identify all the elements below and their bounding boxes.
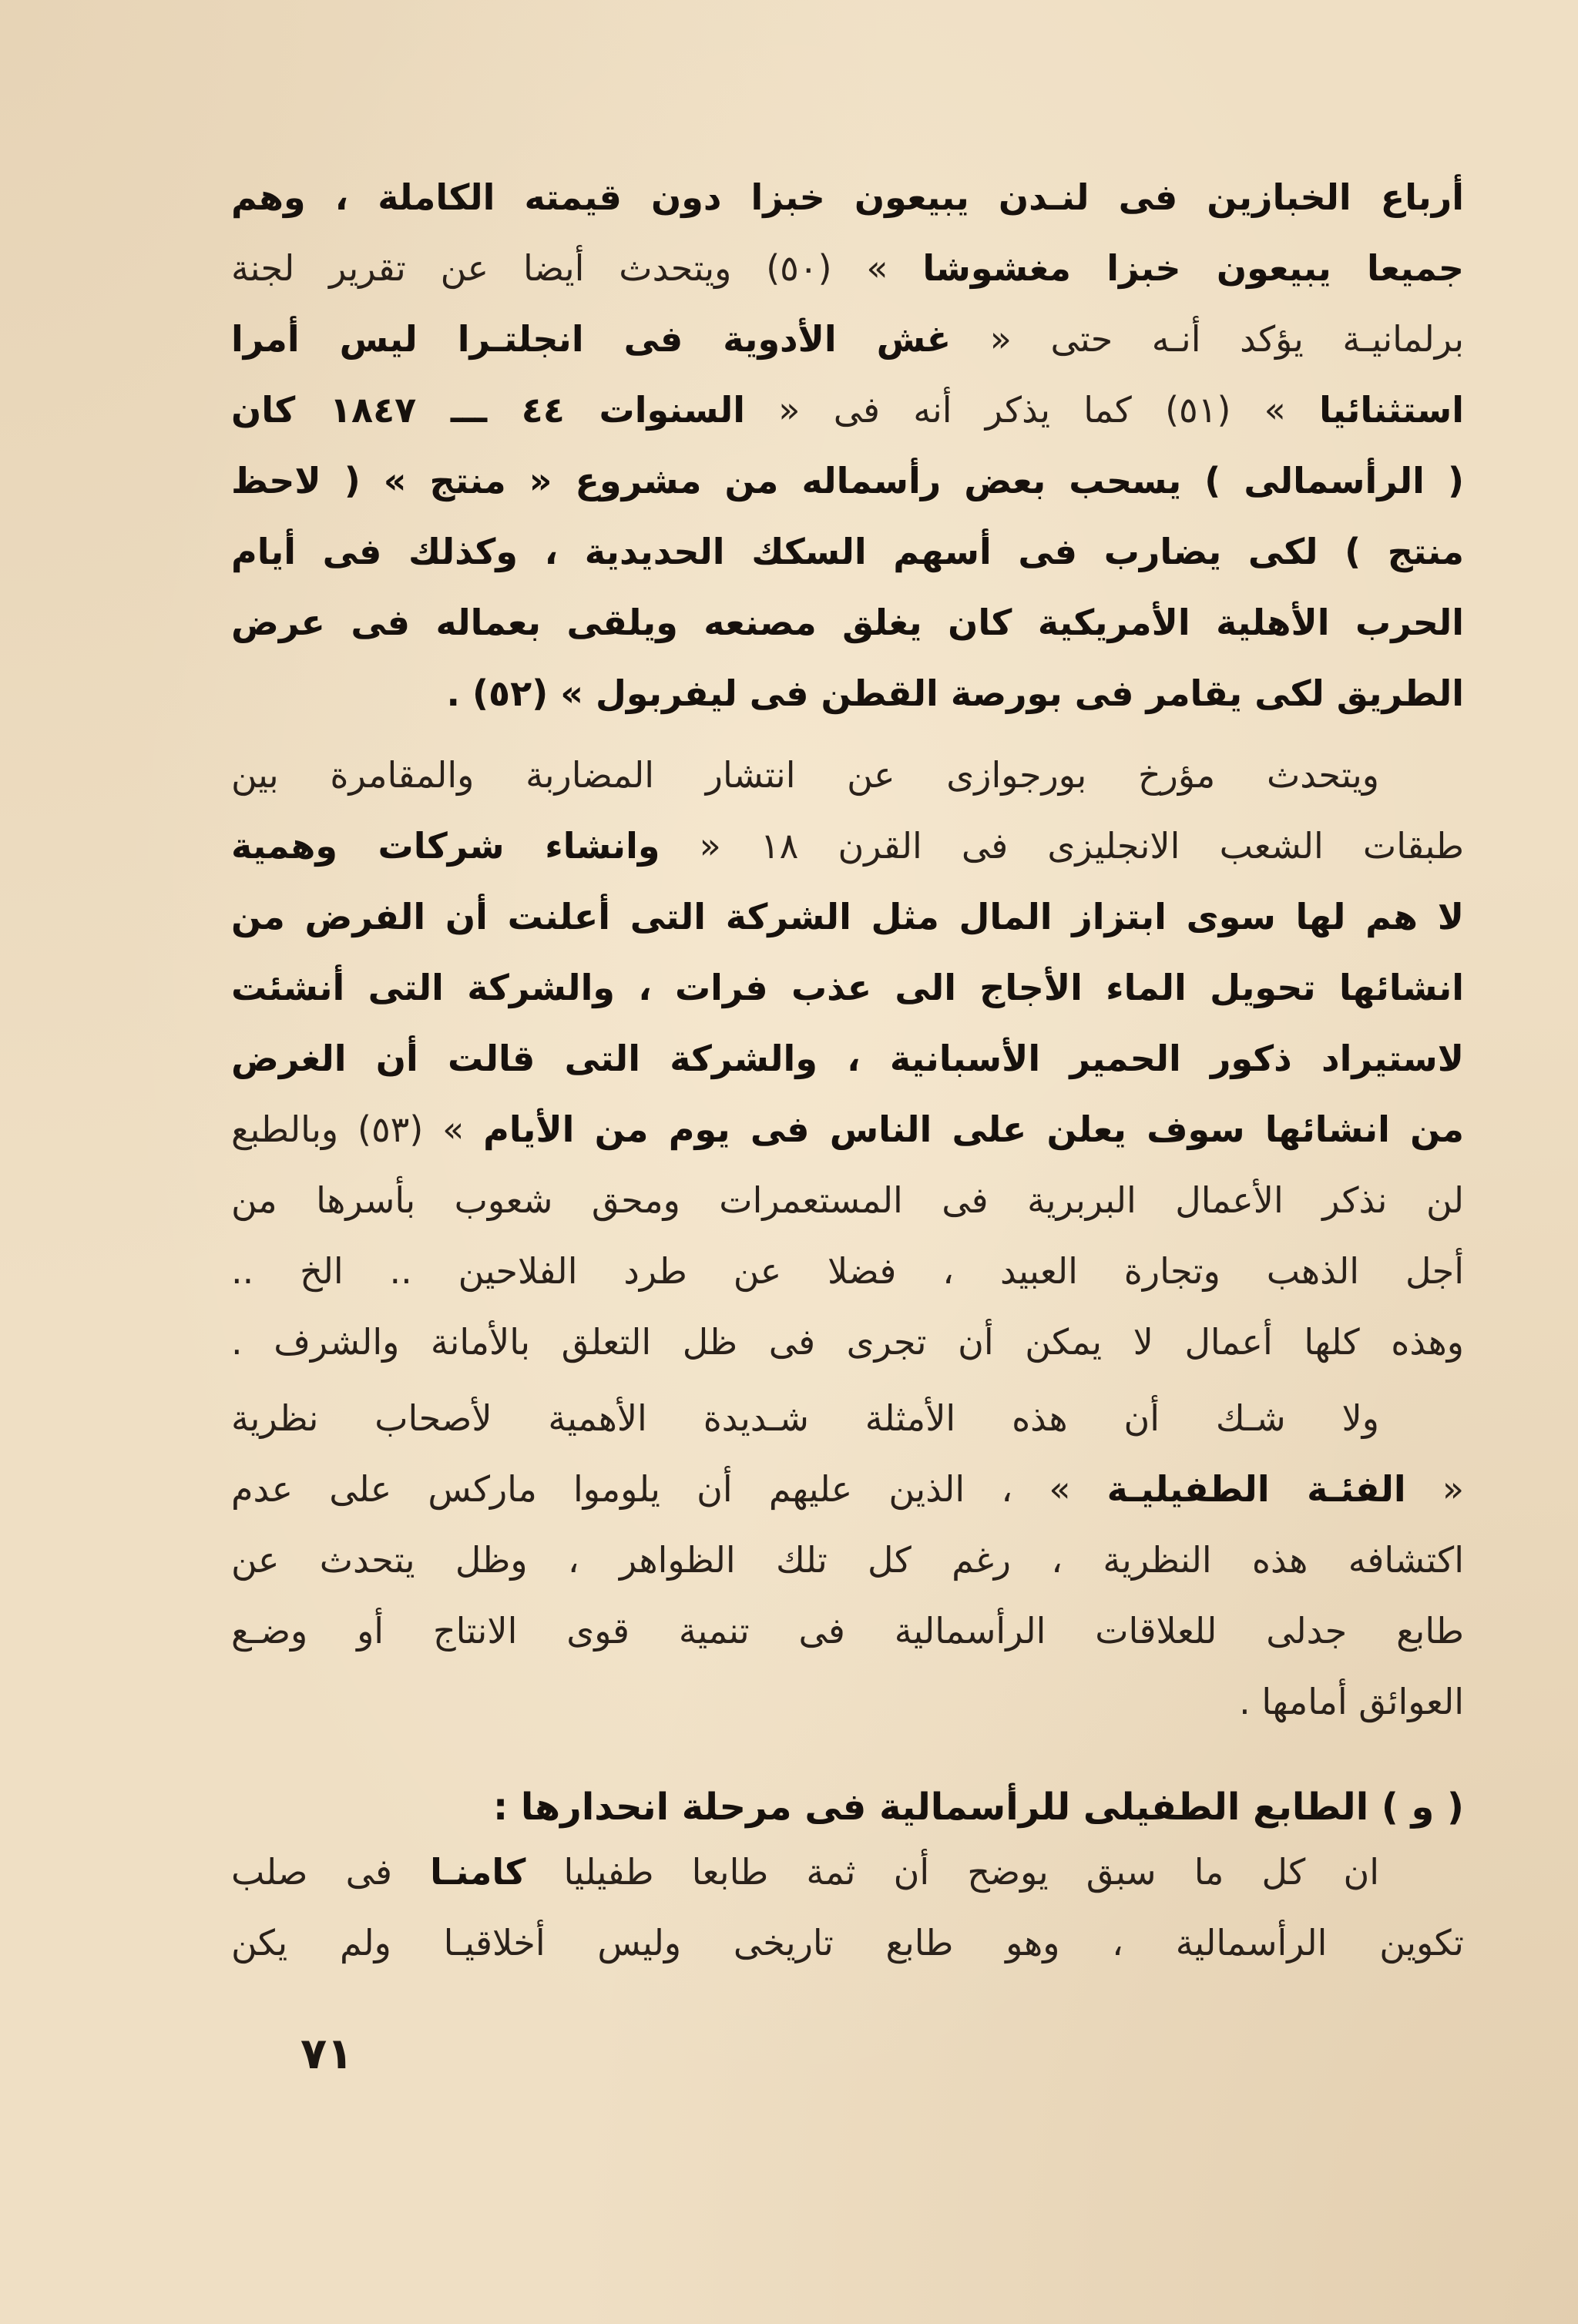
- text-segment: » ، الذين عليهم أن يلوموا ماركس على عدم: [231, 1468, 1107, 1510]
- text-line: [231, 1836, 1464, 1907]
- text-segment: وهذه كلها أعمال لا يمكن أن تجرى فى ظل التعلق بالأمانة والشرف .: [231, 1321, 1464, 1363]
- text-segment: ان كل ما سبق يوضح أن ثمة طابعا طفيليا: [525, 1851, 1379, 1893]
- text-segment: «: [1405, 1468, 1464, 1510]
- text-line: [231, 1236, 1464, 1306]
- text-segment: ويتحدث مؤرخ بورجوازى عن انتشار المضاربة والمقامرة بين: [231, 754, 1379, 796]
- paragraph-2: [231, 739, 1464, 1377]
- section-heading: ( و ) الطابع الطفيلى للرأسمالية فى مرحلة انحدارها :: [492, 1786, 1464, 1829]
- text-segment: اكتشافه هذه النظرية ، رغم كل تلك الظواهر ، وظل يتحدث عن: [231, 1539, 1464, 1581]
- text-line: [231, 1383, 1464, 1454]
- text-segment: طابع جدلى للعلاقات الرأسمالية فى تنمية قوى الانتاج أو وضـع: [231, 1610, 1464, 1652]
- bold-text-segment: كامنـا: [430, 1851, 526, 1893]
- paragraph-3: [231, 1383, 1464, 1737]
- text-segment: طبقات الشعب الانجليزى فى القرن ١٨ «: [660, 825, 1464, 867]
- text-line: [231, 303, 1464, 374]
- text-line: [231, 810, 1464, 881]
- text-segment: » (٥٠) ويتحدث أيضا عن تقرير لجنة: [231, 247, 923, 289]
- text-line: [231, 739, 1464, 810]
- paragraph-4: [231, 1836, 1464, 1978]
- text-segment: فى صلب: [231, 1851, 431, 1893]
- text-line: [231, 162, 1464, 233]
- text-segment: » (٥١) كما يذكر أنه فى «: [745, 389, 1320, 431]
- text-line: [231, 374, 1464, 445]
- text-segment: لن نذكر الأعمال البربرية فى المستعمرات ومحق شعوب بأسرها من: [231, 1179, 1464, 1221]
- text-line: [231, 587, 1464, 658]
- text-line: [231, 516, 1464, 587]
- text-line: [231, 233, 1464, 303]
- bold-text-segment: جميعا يبيعون خبزا مغشوشا: [922, 247, 1464, 289]
- text-segment: أجل الذهب وتجارة العبيد ، فضلا عن طرد الفلاحين .. الخ ..: [231, 1250, 1464, 1292]
- page-number: ٧١: [300, 2029, 354, 2079]
- text-line: [231, 658, 1464, 729]
- text-line: [231, 1595, 1464, 1666]
- bold-text-segment: الفئـة الطفيليـة: [1106, 1468, 1406, 1510]
- bold-text-segment: من انشائها سوف يعلن على الناس فى يوم من الأيام: [483, 1108, 1464, 1150]
- text-line: [231, 1666, 1464, 1737]
- bold-text-segment: لا هم لها سوى ابتزاز المال مثل الشركة التى أعلنت أن الفرض من: [231, 896, 1464, 937]
- bold-text-segment: السنوات ٤٤ ـــ ١٨٤٧ كان: [231, 389, 746, 431]
- bold-text-segment: الطريق لكى يقامر فى بورصة القطن فى ليفربول » (٥٢) .: [446, 672, 1464, 714]
- text-line: [231, 1524, 1464, 1595]
- text-line: [231, 1165, 1464, 1236]
- text-segment: العوائق أمامها .: [1239, 1681, 1464, 1722]
- text-line: [231, 1454, 1464, 1524]
- bold-text-segment: لاستيراد ذكور الحمير الأسبانية ، والشركة التى قالت أن الغرض: [231, 1038, 1464, 1079]
- text-line: [231, 952, 1464, 1023]
- bold-text-segment: وانشاء شركات وهمية: [231, 825, 660, 867]
- text-segment: برلمانيـة يؤكد أنـه حتى «: [951, 318, 1464, 360]
- text-line: [231, 445, 1464, 516]
- paragraph-1: [231, 162, 1464, 729]
- bold-text-segment: ( الرأسمالى ) يسحب بعض رأسماله من مشروع « منتج » ( لاحظ: [231, 460, 1464, 501]
- bold-text-segment: غش الأدوية فى انجلتـرا ليس أمرا: [231, 318, 952, 360]
- bold-text-segment: أرباع الخبازين فى لنـدن يبيعون خبزا دون قيمته الكاملة ، وهم: [231, 176, 1464, 218]
- text-line: [231, 881, 1464, 952]
- bold-text-segment: الحرب الأهلية الأمريكية كان يغلق مصنعه ويلقى بعماله فى عرض: [231, 602, 1464, 643]
- text-segment: ولا شـك أن هذه الأمثلة شـديدة الأهمية لأصحاب نظرية: [231, 1397, 1379, 1439]
- text-segment: » (٥٣) وبالطبع: [231, 1108, 484, 1150]
- text-line: [231, 1094, 1464, 1165]
- bold-text-segment: منتج ) لكى يضارب فى أسهم السكك الحديدية ، وكذلك فى أيام: [231, 531, 1464, 572]
- text-line: [231, 1306, 1464, 1377]
- bold-text-segment: استثنائيا: [1319, 389, 1464, 431]
- text-line: [231, 1907, 1464, 1978]
- text-line: [231, 1023, 1464, 1094]
- text-segment: تكوين الرأسمالية ، وهو طابع تاريخى وليس أخلاقيـا ولم يكن: [231, 1922, 1464, 1963]
- bold-text-segment: انشائها تحويل الماء الأجاج الى عذب فرات ، والشركة التى أنشئت: [231, 967, 1464, 1008]
